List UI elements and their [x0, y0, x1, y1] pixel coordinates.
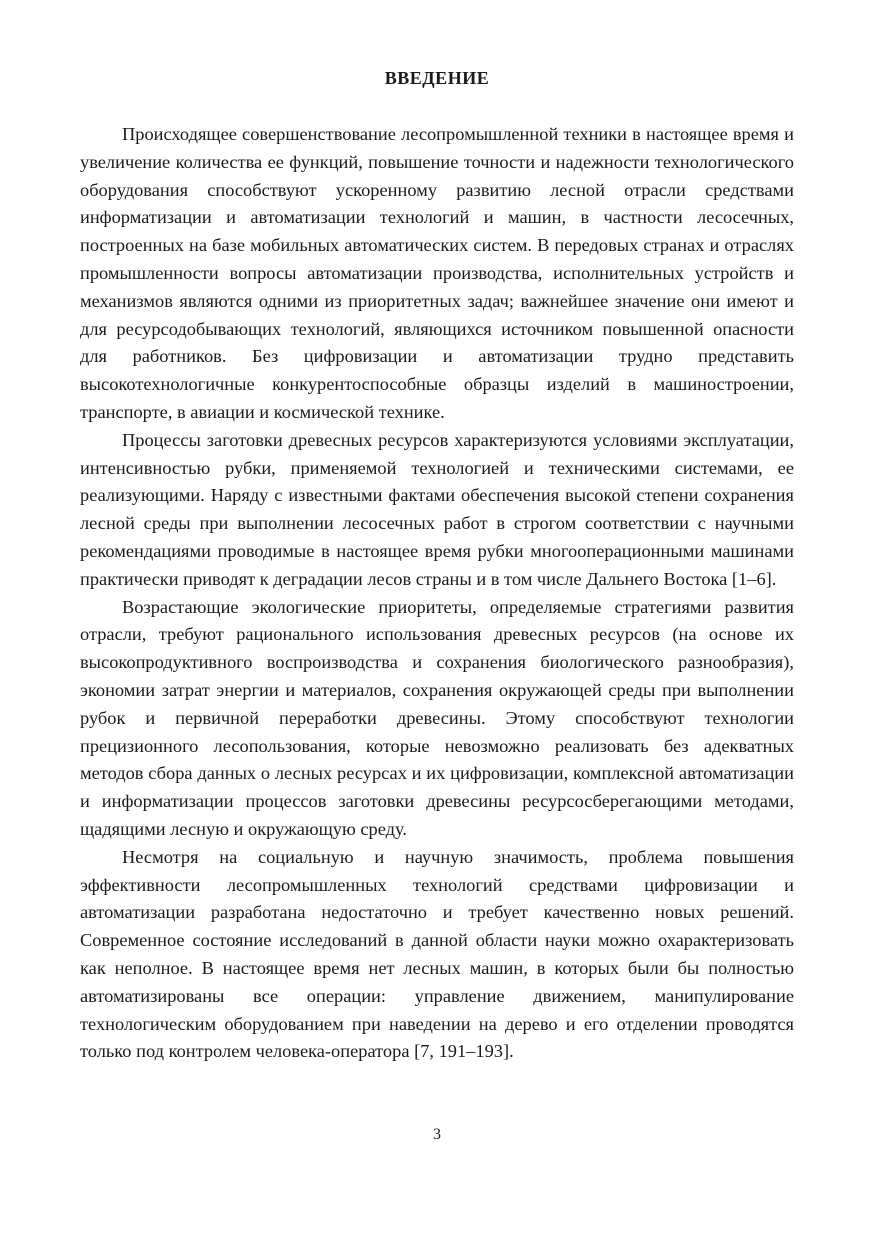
body-text — [80, 121, 794, 1066]
document-page — [80, 0, 794, 1241]
paragraph: Процессы заготовки древесных ресурсов характеризуются условиями эксплуатации, интенсивностью рубки, применяемой технологией и техническими системами, ее реализующими. Наряду с известными фактами обеспечения высокой степени сохранения лесной среды при выполнении лесосечных работ в строгом соответствии с научными рекомендациями проводимые в настоящее время рубки многооперационными машинами практически приводят к деградации лесов страны и в том числе Дальнего Востока [1–6]. — [80, 429, 794, 589]
page-title: ВВЕДЕНИЕ — [384, 68, 490, 88]
page-number: 3 — [433, 1126, 441, 1143]
paragraph: Несмотря на социальную и научную значимость, проблема повышения эффективности лесопромышленных технологий средствами цифровизации и автоматизации разработана недостаточно и требует качественно новых решений. Современное состояние исследований в данной области науки можно охарактеризовать как неполное. В настоящее время нет лесных машин, в которых были бы полностью автоматизированы все операции: управление движением, манипулирование технологическим оборудованием при наведении на дерево и его отделении проводятся только под контролем человека-оператора [7, 191–193]. — [80, 846, 794, 1062]
paragraph: Возрастающие экологические приоритеты, определяемые стратегиями развития отрасли, требуют рационального использования древесных ресурсов (на основе их высокопродуктивного воспроизводства и сохранения биологического разнообразия), экономии затрат энергии и материалов, сохранения окружающей среды при выполнении рубок и первичной переработки древесины. Этому способствуют технологии прецизионного лесопользования, которые невозможно реализовать без адекватных методов сбора данных о лесных ресурсах и их цифровизации, комплексной автоматизации и информатизации процессов заготовки древесины ресурсосберегающими методами, щадящими лесную и окружающую среду. — [80, 596, 794, 839]
paragraph: Происходящее совершенствование лесопромышленной техники в настоящее время и увеличение количества ее функций, повышение точности и надежности технологического оборудования способствуют ускоренному развитию лесной отрасли средствами информатизации и автоматизации технологий и машин, в частности лесосечных, построенных на базе мобильных автоматических систем. В передовых странах и отраслях промышленности вопросы автоматизации производства, исполнительных устройств и механизмов являются одними из приоритетных задач; важнейшее значение они имеют и для ресурсодобывающих технологий, являющихся источником повышенной опасности для работников. Без цифровизации и автоматизации трудно представить высокотехнологичные конкурентоспособные образцы изделий в машиностроении, транспорте, в авиации и космической технике. — [80, 124, 794, 422]
